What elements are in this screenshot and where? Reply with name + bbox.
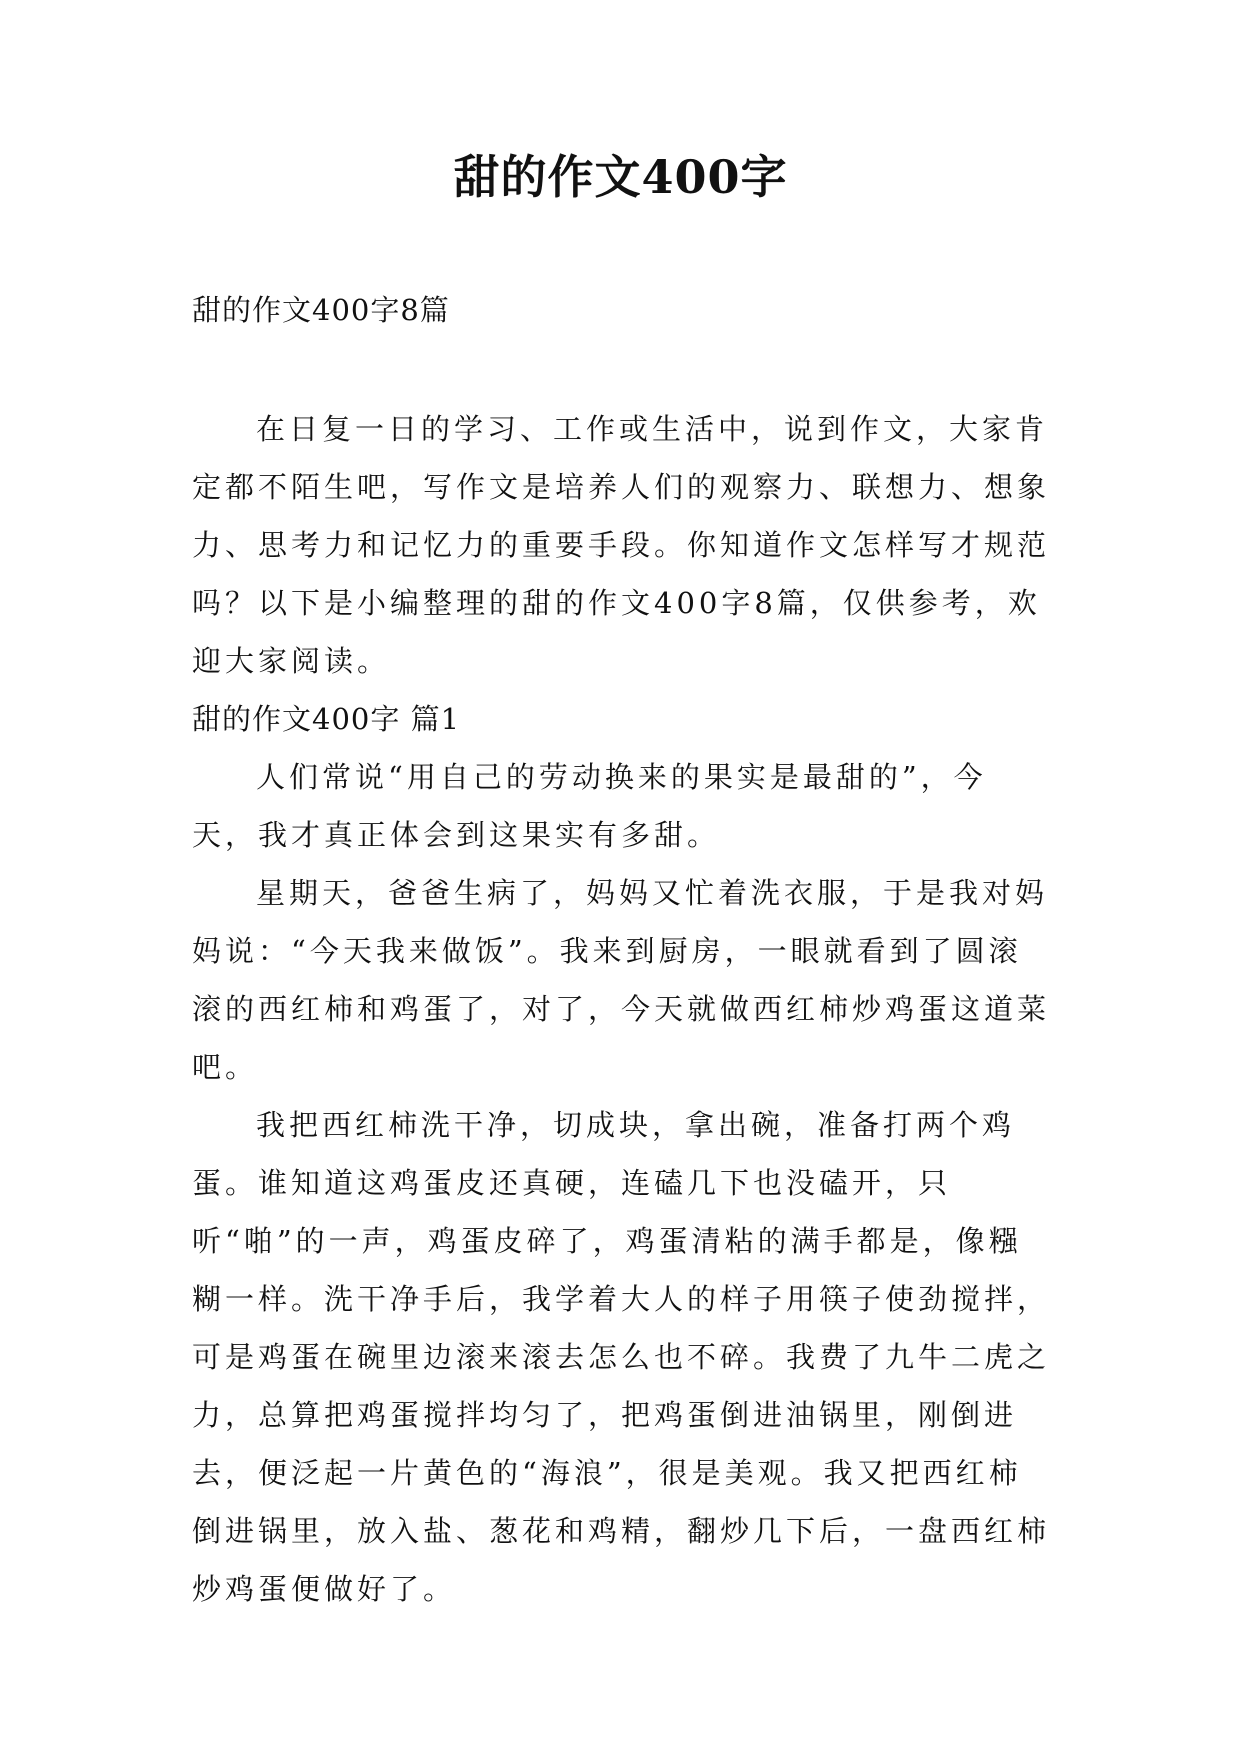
- document-title: 甜的作文400字: [453, 150, 788, 204]
- document-subtitle: 甜的作文400字8篇: [192, 293, 450, 327]
- document-body: [192, 400, 1052, 1618]
- body-paragraph: 星期天，爸爸生病了，妈妈又忙着洗衣服，于是我对妈妈说：“今天我来做饭”。我来到厨房，一眼就看到了圆滚滚的西红柿和鸡蛋了，对了，今天就做西红柿炒鸡蛋这道菜吧。: [192, 876, 1051, 1084]
- body-paragraph: 人们常说“用自己的劳动换来的果实是最甜的”，今天，我才真正体会到这果实有多甜。: [192, 760, 987, 852]
- section-title: 甜的作文400字 篇1: [192, 702, 461, 736]
- body-paragraph: 我把西红柿洗干净，切成块，拿出碗，准备打两个鸡蛋。谁知道这鸡蛋皮还真硬，连磕几下也没磕开，只听“啪”的一声，鸡蛋皮碎了，鸡蛋清粘的满手都是，像糨糊一样。洗干净手后，我学着大人的样子用筷子使劲搅拌，可是鸡蛋在碗里边滚来滚去怎么也不碎。我费了九牛二虎之力，总算把鸡蛋搅拌均匀了，把鸡蛋倒进油锅里，刚倒进去，便泛起一片黄色的“海浪”，很是美观。我又把西红柿倒进锅里，放入盐、葱花和鸡精，翻炒几下后，一盘西红柿炒鸡蛋便做好了。: [192, 1108, 1051, 1606]
- intro-paragraph: 在日复一日的学习、工作或生活中，说到作文，大家肯定都不陌生吧，写作文是培养人们的观察力、联想力、想象力、思考力和记忆力的重要手段。你知道作文怎样写才规范吗？以下是小编整理的甜的作文400字8篇，仅供参考，欢迎大家阅读。: [192, 412, 1051, 678]
